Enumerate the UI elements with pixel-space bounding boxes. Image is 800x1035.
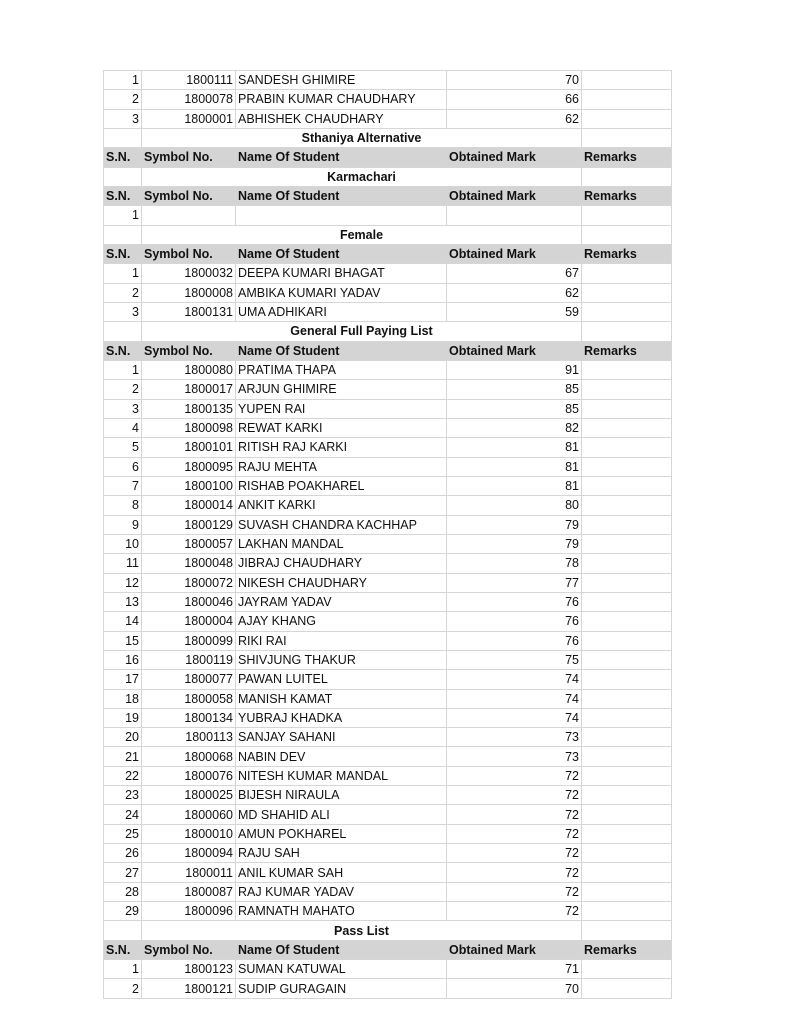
table-row [104, 805, 672, 824]
cell-sn: 17 [104, 670, 142, 689]
section-title-row [104, 322, 672, 341]
cell-remarks [582, 302, 672, 321]
cell-name: NABIN DEV [236, 747, 447, 766]
header-sn: S.N. [104, 244, 142, 263]
cell-remarks [582, 689, 672, 708]
cell-symbol: 1800129 [142, 515, 236, 534]
cell-remarks [582, 979, 672, 998]
cell-symbol: 1800032 [142, 264, 236, 283]
cell-sn: 16 [104, 650, 142, 669]
cell-name: JIBRAJ CHAUDHARY [236, 554, 447, 573]
cell-remarks [582, 109, 672, 128]
table-row [104, 554, 672, 573]
cell-remarks [582, 534, 672, 553]
cell-name: RISHAB POAKHAREL [236, 476, 447, 495]
header-mark: Obtained Mark [447, 341, 582, 360]
table-row [104, 90, 672, 109]
cell-mark: 81 [447, 438, 582, 457]
cell-symbol: 1800068 [142, 747, 236, 766]
cell-symbol: 1800046 [142, 592, 236, 611]
table-row [104, 283, 672, 302]
cell-symbol: 1800087 [142, 882, 236, 901]
table-row [104, 708, 672, 727]
cell-sn: 2 [104, 90, 142, 109]
cell-symbol: 1800134 [142, 708, 236, 727]
cell-sn: 11 [104, 554, 142, 573]
cell-sn: 29 [104, 902, 142, 921]
cell-mark: 85 [447, 399, 582, 418]
cell-remarks [582, 71, 672, 90]
cell-name: MANISH KAMAT [236, 689, 447, 708]
spacer-cell [104, 167, 142, 186]
cell-remarks [582, 206, 672, 225]
cell-mark: 91 [447, 360, 582, 379]
cell-name: SHIVJUNG THAKUR [236, 650, 447, 669]
cell-remarks [582, 283, 672, 302]
cell-remarks [582, 360, 672, 379]
cell-sn: 9 [104, 515, 142, 534]
cell-remarks [582, 960, 672, 979]
cell-mark [447, 206, 582, 225]
cell-mark: 72 [447, 824, 582, 843]
cell-symbol: 1800121 [142, 979, 236, 998]
header-sn: S.N. [104, 186, 142, 205]
cell-name: ANKIT KARKI [236, 496, 447, 515]
header-remarks: Remarks [582, 341, 672, 360]
cell-mark: 74 [447, 689, 582, 708]
cell-name: RITISH RAJ KARKI [236, 438, 447, 457]
cell-mark: 59 [447, 302, 582, 321]
cell-sn: 15 [104, 631, 142, 650]
cell-mark: 81 [447, 457, 582, 476]
cell-sn: 13 [104, 592, 142, 611]
result-sheet [103, 70, 671, 999]
cell-symbol: 1800099 [142, 631, 236, 650]
cell-symbol: 1800123 [142, 960, 236, 979]
header-sn: S.N. [104, 148, 142, 167]
table-row [104, 766, 672, 785]
cell-mark: 72 [447, 882, 582, 901]
cell-remarks [582, 670, 672, 689]
header-mark: Obtained Mark [447, 940, 582, 959]
cell-name: SUVASH CHANDRA KACHHAP [236, 515, 447, 534]
table-row [104, 515, 672, 534]
table-row [104, 650, 672, 669]
table-row [104, 418, 672, 437]
cell-mark: 72 [447, 863, 582, 882]
header-mark: Obtained Mark [447, 148, 582, 167]
cell-mark: 62 [447, 109, 582, 128]
cell-mark: 77 [447, 573, 582, 592]
cell-mark: 79 [447, 515, 582, 534]
cell-symbol: 1800098 [142, 418, 236, 437]
cell-mark: 73 [447, 747, 582, 766]
cell-symbol: 1800004 [142, 612, 236, 631]
table-row [104, 612, 672, 631]
table-row [104, 960, 672, 979]
cell-sn: 21 [104, 747, 142, 766]
cell-remarks [582, 728, 672, 747]
cell-name [236, 206, 447, 225]
header-symbol: Symbol No. [142, 186, 236, 205]
cell-mark: 76 [447, 631, 582, 650]
cell-name: DEEPA KUMARI BHAGAT [236, 264, 447, 283]
cell-name: RAJU SAH [236, 844, 447, 863]
cell-symbol: 1800076 [142, 766, 236, 785]
result-table-body [104, 71, 672, 999]
header-remarks: Remarks [582, 148, 672, 167]
cell-name: NITESH KUMAR MANDAL [236, 766, 447, 785]
cell-remarks [582, 380, 672, 399]
cell-remarks [582, 418, 672, 437]
cell-name: RAJ KUMAR YADAV [236, 882, 447, 901]
cell-symbol: 1800001 [142, 109, 236, 128]
cell-mark: 76 [447, 592, 582, 611]
cell-name: UMA ADHIKARI [236, 302, 447, 321]
cell-name: ANIL KUMAR SAH [236, 863, 447, 882]
cell-sn: 1 [104, 960, 142, 979]
cell-mark: 62 [447, 283, 582, 302]
cell-remarks [582, 515, 672, 534]
cell-name: PAWAN LUITEL [236, 670, 447, 689]
cell-name: SANJAY SAHANI [236, 728, 447, 747]
cell-remarks [582, 708, 672, 727]
cell-mark: 82 [447, 418, 582, 437]
cell-mark: 72 [447, 844, 582, 863]
cell-remarks [582, 766, 672, 785]
cell-symbol: 1800057 [142, 534, 236, 553]
cell-sn: 3 [104, 399, 142, 418]
cell-symbol: 1800094 [142, 844, 236, 863]
section-title: General Full Paying List [142, 322, 582, 341]
cell-remarks [582, 747, 672, 766]
cell-symbol: 1800096 [142, 902, 236, 921]
cell-name: MD SHAHID ALI [236, 805, 447, 824]
result-table [103, 70, 672, 999]
cell-name: AJAY KHANG [236, 612, 447, 631]
cell-sn: 2 [104, 979, 142, 998]
cell-mark: 71 [447, 960, 582, 979]
cell-sn: 18 [104, 689, 142, 708]
cell-symbol: 1800008 [142, 283, 236, 302]
cell-sn: 5 [104, 438, 142, 457]
cell-name: LAKHAN MANDAL [236, 534, 447, 553]
table-row [104, 496, 672, 515]
cell-mark: 81 [447, 476, 582, 495]
cell-sn: 25 [104, 824, 142, 843]
cell-sn: 1 [104, 206, 142, 225]
cell-symbol: 1800017 [142, 380, 236, 399]
cell-symbol: 1800010 [142, 824, 236, 843]
cell-sn: 3 [104, 109, 142, 128]
cell-symbol: 1800080 [142, 360, 236, 379]
cell-name: YUBRAJ KHADKA [236, 708, 447, 727]
cell-remarks [582, 631, 672, 650]
cell-symbol: 1800119 [142, 650, 236, 669]
section-title: Female [142, 225, 582, 244]
cell-mark: 73 [447, 728, 582, 747]
cell-remarks [582, 399, 672, 418]
cell-sn: 2 [104, 283, 142, 302]
header-remarks: Remarks [582, 940, 672, 959]
cell-sn: 7 [104, 476, 142, 495]
cell-symbol: 1800111 [142, 71, 236, 90]
section-title-row [104, 167, 672, 186]
cell-name: ARJUN GHIMIRE [236, 380, 447, 399]
cell-mark: 75 [447, 650, 582, 669]
header-name: Name Of Student [236, 341, 447, 360]
table-row [104, 71, 672, 90]
cell-name: YUPEN RAI [236, 399, 447, 418]
header-symbol: Symbol No. [142, 341, 236, 360]
table-row [104, 728, 672, 747]
cell-mark: 70 [447, 71, 582, 90]
cell-mark: 72 [447, 805, 582, 824]
cell-sn: 19 [104, 708, 142, 727]
table-row [104, 863, 672, 882]
cell-mark: 72 [447, 786, 582, 805]
cell-name: SUDIP GURAGAIN [236, 979, 447, 998]
cell-symbol: 1800058 [142, 689, 236, 708]
table-row [104, 399, 672, 418]
table-row [104, 360, 672, 379]
cell-symbol: 1800048 [142, 554, 236, 573]
cell-symbol: 1800072 [142, 573, 236, 592]
table-row [104, 264, 672, 283]
cell-name: RAMNATH MAHATO [236, 902, 447, 921]
cell-symbol: 1800113 [142, 728, 236, 747]
cell-remarks [582, 592, 672, 611]
cell-mark: 80 [447, 496, 582, 515]
table-row [104, 824, 672, 843]
cell-sn: 3 [104, 302, 142, 321]
cell-name: ABHISHEK CHAUDHARY [236, 109, 447, 128]
cell-symbol: 1800077 [142, 670, 236, 689]
cell-sn: 23 [104, 786, 142, 805]
cell-mark: 67 [447, 264, 582, 283]
header-symbol: Symbol No. [142, 940, 236, 959]
table-row [104, 302, 672, 321]
table-row [104, 786, 672, 805]
cell-symbol: 1800135 [142, 399, 236, 418]
cell-symbol: 1800014 [142, 496, 236, 515]
spacer-cell [104, 225, 142, 244]
section-title-row [104, 921, 672, 940]
table-row [104, 380, 672, 399]
header-name: Name Of Student [236, 940, 447, 959]
cell-remarks [582, 264, 672, 283]
section-title: Sthaniya Alternative [142, 128, 582, 147]
column-header-row [104, 148, 672, 167]
spacer-cell [104, 322, 142, 341]
table-row [104, 457, 672, 476]
section-title: Karmachari [142, 167, 582, 186]
cell-remarks [582, 438, 672, 457]
spacer-cell [582, 128, 672, 147]
cell-mark: 74 [447, 708, 582, 727]
table-row [104, 689, 672, 708]
cell-remarks [582, 863, 672, 882]
cell-symbol: 1800101 [142, 438, 236, 457]
cell-name: SANDESH GHIMIRE [236, 71, 447, 90]
cell-remarks [582, 650, 672, 669]
cell-name: AMBIKA KUMARI YADAV [236, 283, 447, 302]
cell-remarks [582, 824, 672, 843]
cell-sn: 8 [104, 496, 142, 515]
cell-sn: 24 [104, 805, 142, 824]
cell-sn: 1 [104, 360, 142, 379]
spacer-cell [104, 921, 142, 940]
table-row [104, 109, 672, 128]
cell-name: RAJU MEHTA [236, 457, 447, 476]
header-name: Name Of Student [236, 186, 447, 205]
table-row [104, 476, 672, 495]
header-mark: Obtained Mark [447, 244, 582, 263]
cell-sn: 26 [104, 844, 142, 863]
cell-sn: 14 [104, 612, 142, 631]
cell-sn: 27 [104, 863, 142, 882]
header-sn: S.N. [104, 341, 142, 360]
cell-mark: 72 [447, 766, 582, 785]
cell-name: JAYRAM YADAV [236, 592, 447, 611]
column-header-row [104, 341, 672, 360]
table-row [104, 631, 672, 650]
section-title-row [104, 225, 672, 244]
table-row [104, 438, 672, 457]
header-symbol: Symbol No. [142, 148, 236, 167]
table-row [104, 206, 672, 225]
cell-remarks [582, 573, 672, 592]
header-name: Name Of Student [236, 244, 447, 263]
spacer-cell [582, 225, 672, 244]
header-mark: Obtained Mark [447, 186, 582, 205]
table-row [104, 902, 672, 921]
cell-mark: 70 [447, 979, 582, 998]
cell-mark: 79 [447, 534, 582, 553]
cell-name: BIJESH NIRAULA [236, 786, 447, 805]
cell-symbol: 1800100 [142, 476, 236, 495]
cell-name: PRABIN KUMAR CHAUDHARY [236, 90, 447, 109]
cell-sn: 2 [104, 380, 142, 399]
column-header-row [104, 244, 672, 263]
cell-remarks [582, 805, 672, 824]
cell-name: PRATIMA THAPA [236, 360, 447, 379]
cell-symbol: 1800078 [142, 90, 236, 109]
cell-remarks [582, 612, 672, 631]
cell-symbol: 1800011 [142, 863, 236, 882]
cell-remarks [582, 882, 672, 901]
cell-mark: 85 [447, 380, 582, 399]
table-row [104, 882, 672, 901]
cell-symbol: 1800131 [142, 302, 236, 321]
header-symbol: Symbol No. [142, 244, 236, 263]
cell-sn: 6 [104, 457, 142, 476]
cell-mark: 66 [447, 90, 582, 109]
spacer-cell [582, 921, 672, 940]
table-row [104, 592, 672, 611]
cell-symbol: 1800025 [142, 786, 236, 805]
cell-remarks [582, 554, 672, 573]
spacer-cell [582, 322, 672, 341]
column-header-row [104, 940, 672, 959]
section-title-row [104, 128, 672, 147]
cell-sn: 22 [104, 766, 142, 785]
header-sn: S.N. [104, 940, 142, 959]
cell-mark: 76 [447, 612, 582, 631]
table-row [104, 573, 672, 592]
cell-sn: 1 [104, 71, 142, 90]
column-header-row [104, 186, 672, 205]
cell-mark: 72 [447, 902, 582, 921]
cell-sn: 10 [104, 534, 142, 553]
cell-sn: 4 [104, 418, 142, 437]
cell-name: AMUN POKHAREL [236, 824, 447, 843]
cell-mark: 74 [447, 670, 582, 689]
spacer-cell [104, 128, 142, 147]
table-row [104, 747, 672, 766]
cell-name: NIKESH CHAUDHARY [236, 573, 447, 592]
cell-mark: 78 [447, 554, 582, 573]
cell-symbol: 1800095 [142, 457, 236, 476]
cell-sn: 1 [104, 264, 142, 283]
cell-name: RIKI RAI [236, 631, 447, 650]
cell-remarks [582, 496, 672, 515]
cell-remarks [582, 90, 672, 109]
table-row [104, 844, 672, 863]
header-remarks: Remarks [582, 186, 672, 205]
table-row [104, 534, 672, 553]
cell-name: SUMAN KATUWAL [236, 960, 447, 979]
header-remarks: Remarks [582, 244, 672, 263]
cell-remarks [582, 786, 672, 805]
section-title: Pass List [142, 921, 582, 940]
cell-sn: 28 [104, 882, 142, 901]
spacer-cell [582, 167, 672, 186]
cell-remarks [582, 902, 672, 921]
cell-symbol: 1800060 [142, 805, 236, 824]
cell-sn: 20 [104, 728, 142, 747]
table-row [104, 670, 672, 689]
cell-symbol [142, 206, 236, 225]
cell-remarks [582, 457, 672, 476]
cell-remarks [582, 844, 672, 863]
table-row [104, 979, 672, 998]
cell-remarks [582, 476, 672, 495]
header-name: Name Of Student [236, 148, 447, 167]
cell-sn: 12 [104, 573, 142, 592]
cell-name: REWAT KARKI [236, 418, 447, 437]
